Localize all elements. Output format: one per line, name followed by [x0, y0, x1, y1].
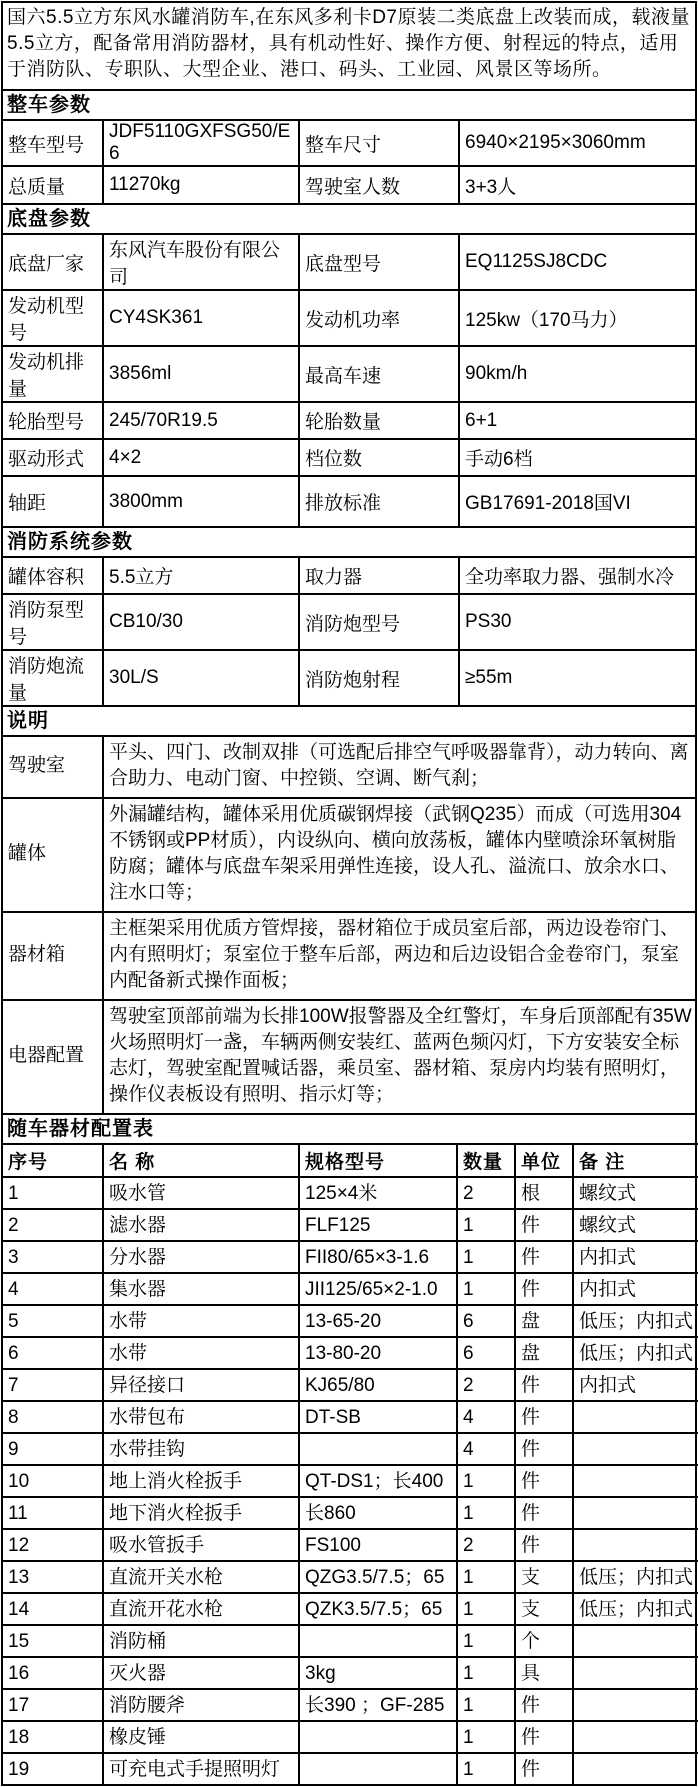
equipment-cell: 7 [2, 1369, 103, 1401]
param-value-cell: 3+3人 [459, 166, 696, 203]
param-value-cell: 3856ml [103, 346, 299, 402]
param-value-cell: 3800mm [103, 476, 299, 526]
equipment-cell: 水带挂钩 [103, 1433, 299, 1465]
equipment-cell: 件 [515, 1401, 573, 1433]
equipment-cell: 13-65-20 [299, 1305, 457, 1337]
equipment-cell [573, 1497, 698, 1529]
equipment-cell: 内扣式 [573, 1241, 698, 1273]
equipment-cell: 水带 [103, 1337, 299, 1369]
equipment-cell: 1 [457, 1625, 515, 1657]
equipment-cell: 低压；内扣式 [573, 1305, 698, 1337]
table-row [2, 1273, 698, 1305]
param-label-cell: 消防泵型号 [2, 594, 103, 650]
param-label-cell: 驱动形式 [2, 439, 103, 476]
table-row [2, 1689, 698, 1721]
equipment-cell [573, 1721, 698, 1753]
param-value-cell: 4×2 [103, 439, 299, 476]
equipment-cell: 件 [515, 1433, 573, 1465]
equipment-cell: 具 [515, 1657, 573, 1689]
param-label-cell: 最高车速 [299, 346, 459, 402]
table-row [2, 346, 696, 402]
equipment-cell: DT-SB [299, 1401, 457, 1433]
table-row [2, 1561, 698, 1593]
spec-table [1, 119, 696, 203]
equipment-cell: 滤水器 [103, 1209, 299, 1241]
column-header: 单位 [515, 1144, 573, 1177]
table-row [2, 290, 696, 346]
equipment-cell [573, 1401, 698, 1433]
equipment-cell: 2 [457, 1369, 515, 1401]
param-value-cell: 6940×2195×3060mm [459, 120, 696, 166]
table-row [2, 439, 696, 476]
equipment-cell: 件 [515, 1753, 573, 1784]
param-value-cell: 6+1 [459, 402, 696, 439]
desc-label-cell: 驾驶室 [2, 736, 103, 798]
equipment-cell: 1 [457, 1497, 515, 1529]
table-row [2, 1000, 696, 1113]
equipment-cell: 内扣式 [573, 1273, 698, 1305]
desc-text-cell: 驾驶室顶部前端为长排100W报警器及全红警灯，车身后顶部配有35W火场照明灯一盏，车辆两侧安装红、蓝两色频闪灯，下方安装安全标志灯，驾驶室配置喊话器，乘员室、器材箱、泵房内均装有照明灯，操作仪表板设有照明、指示灯等； [103, 1000, 696, 1113]
equipment-cell: 1 [457, 1273, 515, 1305]
table-row [2, 736, 696, 798]
desc-text-cell: 平头、四门、改制双排（可选配后排空气呼吸器靠背），动力转向、离合助力、电动门窗、中控锁、空调、断气刹； [103, 736, 696, 798]
table-row [2, 1497, 698, 1529]
equipment-cell: 可充电式手提照明灯 [103, 1753, 299, 1784]
equipment-cell [299, 1721, 457, 1753]
equipment-cell: 个 [515, 1625, 573, 1657]
equipment-cell: 3kg [299, 1657, 457, 1689]
equipment-cell: JII125/65×2-1.0 [299, 1273, 457, 1305]
spec-sections [1, 89, 695, 1784]
equipment-cell [573, 1625, 698, 1657]
equipment-cell: 12 [2, 1529, 103, 1561]
equipment-cell: 件 [515, 1273, 573, 1305]
equipment-cell: 直流开花水枪 [103, 1593, 299, 1625]
table-row [2, 402, 696, 439]
param-label-cell: 发动机型号 [2, 290, 103, 346]
equipment-cell: 1 [457, 1657, 515, 1689]
param-label-cell: 底盘厂家 [2, 234, 103, 290]
equipment-cell: 1 [457, 1561, 515, 1593]
equipment-cell: 16 [2, 1657, 103, 1689]
equipment-cell: 内扣式 [573, 1369, 698, 1401]
equipment-cell: 根 [515, 1177, 573, 1209]
param-value-cell: ≥55m [459, 650, 696, 705]
param-value-cell: PS30 [459, 594, 696, 650]
equipment-cell: 分水器 [103, 1241, 299, 1273]
desc-label-cell: 电器配置 [2, 1000, 103, 1113]
table-row [2, 1529, 698, 1561]
param-value-cell: 90km/h [459, 346, 696, 402]
equipment-cell: 低压；内扣式 [573, 1593, 698, 1625]
table-row [2, 234, 696, 290]
equipment-cell: 5 [2, 1305, 103, 1337]
param-value-cell: 5.5立方 [103, 557, 299, 594]
equipment-cell: 件 [515, 1529, 573, 1561]
param-label-cell: 排放标准 [299, 476, 459, 526]
equipment-cell: 支 [515, 1561, 573, 1593]
desc-label-cell: 器材箱 [2, 912, 103, 1000]
param-label-cell: 罐体容积 [2, 557, 103, 594]
equipment-cell: 橡皮锤 [103, 1721, 299, 1753]
param-label-cell: 发动机排量 [2, 346, 103, 402]
desc-label-cell: 罐体 [2, 798, 103, 912]
equipment-cell: 11 [2, 1497, 103, 1529]
param-value-cell: 手动6档 [459, 439, 696, 476]
equipment-cell: 1 [457, 1753, 515, 1784]
spec-table [1, 735, 696, 1113]
table-row [2, 1465, 698, 1497]
section-title: 消防系统参数 [1, 526, 695, 556]
equipment-cell: 灭火器 [103, 1657, 299, 1689]
equipment-cell: 13 [2, 1561, 103, 1593]
equipment-cell: 长390 ；GF-285 [299, 1689, 457, 1721]
param-value-cell: 245/70R19.5 [103, 402, 299, 439]
equipment-cell: 集水器 [103, 1273, 299, 1305]
equipment-cell: QZK3.5/7.5；65 [299, 1593, 457, 1625]
equipment-cell [573, 1657, 698, 1689]
equipment-cell [573, 1529, 698, 1561]
equipment-cell: 3 [2, 1241, 103, 1273]
equipment-cell: 2 [2, 1209, 103, 1241]
equipment-cell: 15 [2, 1625, 103, 1657]
equipment-cell: 4 [457, 1401, 515, 1433]
param-value-cell: 11270kg [103, 166, 299, 203]
equipment-cell: 直流开关水枪 [103, 1561, 299, 1593]
equipment-cell: 2 [457, 1177, 515, 1209]
param-label-cell: 底盘型号 [299, 234, 459, 290]
param-label-cell: 消防炮型号 [299, 594, 459, 650]
param-value-cell: 东风汽车股份有限公司 [103, 234, 299, 290]
equipment-cell: 13-80-20 [299, 1337, 457, 1369]
equipment-cell: 6 [457, 1337, 515, 1369]
table-row [2, 1753, 698, 1784]
equipment-cell [573, 1689, 698, 1721]
column-header: 名 称 [103, 1144, 299, 1177]
equipment-cell: 低压；内扣式 [573, 1561, 698, 1593]
table-row [2, 1241, 698, 1273]
intro-paragraph: 国六5.5立方东风水罐消防车,在东风多利卡D7原装二类底盘上改装而成，载液量5.5立方，配备常用消防器材，具有机动性好、操作方便、射程远的特点，适用于消防队、专职队、大型企业、港口、码头、工业园、风景区等场所。 [1, 1, 695, 89]
equipment-cell: 件 [515, 1209, 573, 1241]
equipment-cell: 件 [515, 1465, 573, 1497]
column-header: 备 注 [573, 1144, 698, 1177]
equipment-cell: FLF125 [299, 1209, 457, 1241]
equipment-cell: 1 [457, 1593, 515, 1625]
table-row [2, 1721, 698, 1753]
equipment-table [1, 1143, 698, 1784]
desc-text-cell: 主框架采用优质方管焊接，器材箱位于成员室后部，两边设卷帘门、内有照明灯；泵室位于整车后部，两边和后边设铝合金卷帘门，泵室内配备新式操作面板； [103, 912, 696, 1000]
table-row [2, 1401, 698, 1433]
table-row [2, 1209, 698, 1241]
section-title: 整车参数 [1, 89, 695, 119]
equipment-cell: QZG3.5/7.5；65 [299, 1561, 457, 1593]
equipment-cell: 9 [2, 1433, 103, 1465]
param-label-cell: 档位数 [299, 439, 459, 476]
table-row [2, 912, 696, 1000]
equipment-cell: 19 [2, 1753, 103, 1784]
equipment-cell: 螺纹式 [573, 1177, 698, 1209]
equipment-cell [299, 1753, 457, 1784]
equipment-cell: 1 [2, 1177, 103, 1209]
equipment-cell: 水带包布 [103, 1401, 299, 1433]
equipment-cell: 14 [2, 1593, 103, 1625]
equipment-cell: 1 [457, 1689, 515, 1721]
column-header: 规格型号 [299, 1144, 457, 1177]
equipment-cell: 4 [457, 1433, 515, 1465]
equipment-cell: 4 [2, 1273, 103, 1305]
equipment-cell: 螺纹式 [573, 1209, 698, 1241]
fire-truck-spec-sheet [1, 1, 697, 1786]
equipment-header-row [2, 1144, 698, 1177]
column-header: 数量 [457, 1144, 515, 1177]
equipment-cell: 消防腰斧 [103, 1689, 299, 1721]
param-label-cell: 轮胎数量 [299, 402, 459, 439]
table-row [2, 1337, 698, 1369]
table-row [2, 120, 696, 166]
equipment-cell: 125×4米 [299, 1177, 457, 1209]
table-row [2, 166, 696, 203]
section-title: 说明 [1, 705, 695, 735]
desc-text-cell: 外漏罐结构，罐体采用优质碳钢焊接（武钢Q235）而成（可选用304不锈钢或PP材质），内设纵向、横向放荡板，罐体内壁喷涂环氧树脂防腐；罐体与底盘车架采用弹性连接，设人孔、溢流口、放余水口、注水口等； [103, 798, 696, 912]
table-row [2, 798, 696, 912]
equipment-cell: 吸水管 [103, 1177, 299, 1209]
equipment-cell: 消防桶 [103, 1625, 299, 1657]
equipment-cell: 地上消火栓扳手 [103, 1465, 299, 1497]
spec-table [1, 556, 696, 705]
param-label-cell: 取力器 [299, 557, 459, 594]
table-row [2, 1305, 698, 1337]
table-row [2, 476, 696, 526]
equipment-cell: 2 [457, 1529, 515, 1561]
param-value-cell: 30L/S [103, 650, 299, 705]
table-row [2, 1433, 698, 1465]
equipment-cell: 盘 [515, 1305, 573, 1337]
param-label-cell: 轮胎型号 [2, 402, 103, 439]
equipment-cell: 盘 [515, 1337, 573, 1369]
equipment-cell: 1 [457, 1465, 515, 1497]
param-value-cell: EQ1125SJ8CDC [459, 234, 696, 290]
equipment-cell: 17 [2, 1689, 103, 1721]
equipment-cell: 低压；内扣式 [573, 1337, 698, 1369]
table-row [2, 1177, 698, 1209]
param-label-cell: 整车尺寸 [299, 120, 459, 166]
equipment-cell: KJ65/80 [299, 1369, 457, 1401]
equipment-cell: 18 [2, 1721, 103, 1753]
equipment-cell: 6 [2, 1337, 103, 1369]
table-row [2, 650, 696, 705]
param-value-cell: JDF5110GXFSG50/E6 [103, 120, 299, 166]
equipment-cell [573, 1753, 698, 1784]
equipment-cell: 异径接口 [103, 1369, 299, 1401]
param-value-cell: 125kw（170马力） [459, 290, 696, 346]
equipment-cell: FII80/65×3-1.6 [299, 1241, 457, 1273]
param-value-cell: CY4SK361 [103, 290, 299, 346]
param-label-cell: 发动机功率 [299, 290, 459, 346]
equipment-cell: 1 [457, 1209, 515, 1241]
equipment-cell: 件 [515, 1241, 573, 1273]
table-row [2, 557, 696, 594]
section-title: 随车器材配置表 [1, 1113, 695, 1143]
table-row [2, 1625, 698, 1657]
equipment-cell: 地下消火栓扳手 [103, 1497, 299, 1529]
table-row [2, 1657, 698, 1689]
param-value-cell: GB17691-2018国VI [459, 476, 696, 526]
equipment-cell [573, 1465, 698, 1497]
equipment-cell: 件 [515, 1689, 573, 1721]
table-row [2, 1369, 698, 1401]
param-label-cell: 轴距 [2, 476, 103, 526]
equipment-cell: 件 [515, 1721, 573, 1753]
equipment-cell: 件 [515, 1369, 573, 1401]
equipment-cell: 6 [457, 1305, 515, 1337]
equipment-cell: 1 [457, 1721, 515, 1753]
column-header: 序号 [2, 1144, 103, 1177]
param-label-cell: 总质量 [2, 166, 103, 203]
param-label-cell: 消防炮流量 [2, 650, 103, 705]
equipment-cell: 水带 [103, 1305, 299, 1337]
equipment-cell: 10 [2, 1465, 103, 1497]
param-label-cell: 整车型号 [2, 120, 103, 166]
equipment-cell [573, 1433, 698, 1465]
equipment-cell [299, 1433, 457, 1465]
param-label-cell: 驾驶室人数 [299, 166, 459, 203]
equipment-cell: 吸水管扳手 [103, 1529, 299, 1561]
equipment-cell: 支 [515, 1593, 573, 1625]
equipment-cell: QT-DS1；长400 [299, 1465, 457, 1497]
param-value-cell: CB10/30 [103, 594, 299, 650]
equipment-cell [299, 1625, 457, 1657]
equipment-cell: 长860 [299, 1497, 457, 1529]
equipment-cell: 1 [457, 1241, 515, 1273]
equipment-cell: FS100 [299, 1529, 457, 1561]
param-value-cell: 全功率取力器、强制水冷 [459, 557, 696, 594]
table-row [2, 594, 696, 650]
section-title: 底盘参数 [1, 203, 695, 233]
spec-table [1, 233, 696, 526]
param-label-cell: 消防炮射程 [299, 650, 459, 705]
equipment-cell: 件 [515, 1497, 573, 1529]
equipment-cell: 8 [2, 1401, 103, 1433]
table-row [2, 1593, 698, 1625]
